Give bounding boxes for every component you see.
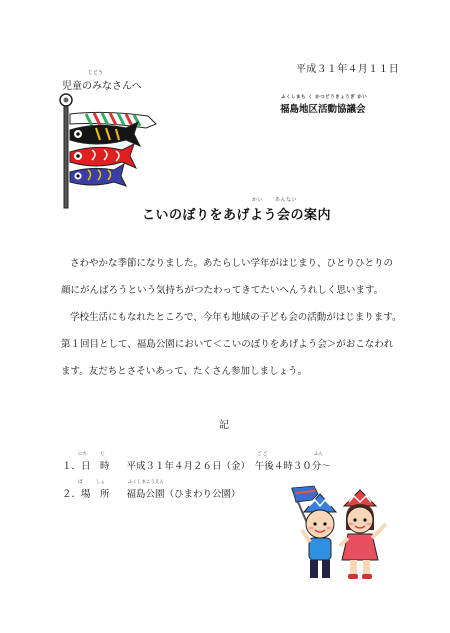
title-ruby-kai: かい — [252, 197, 264, 203]
recipient: 児童のみなさんへ — [62, 81, 142, 92]
park-ruby: ふくしまこうえん — [128, 480, 164, 485]
children-illustration — [282, 482, 400, 586]
sender-ruby: ふくしまち く かつどうきょうぎ かい — [281, 95, 368, 100]
place-value: 福島公園（ひまわり公園） — [126, 489, 241, 500]
gogo-ruby: ご ご — [257, 452, 268, 457]
detail-date — [62, 452, 331, 472]
body-line-5: ます。友だちとさそいあって、たくさん参加しましょう。 — [61, 366, 307, 377]
title-ruby-annai: あんない — [275, 197, 298, 203]
place-label: ２．場 所 — [62, 489, 110, 500]
issue-date: 平成３１年４月１１日 — [296, 64, 399, 75]
date-value: 平成３１年４月２６日（金） 午後４時３０分～ — [126, 461, 331, 472]
detail-place — [62, 480, 241, 500]
fun-ruby: ふん — [314, 452, 323, 457]
date-label: １．日 時 — [62, 461, 110, 472]
body-line-3: 学校生活にもなれたところで、今年も地域の子ども会の活動がはじまります。 — [70, 312, 402, 323]
body-line-1: さわやかな季節になりました。あたらしい学年がはじまり、ひとりひとりの — [70, 258, 394, 269]
document-title — [142, 197, 332, 223]
sender-line — [280, 95, 368, 115]
date-label-ruby: にち じ — [78, 452, 105, 457]
notice-heading: 記 — [219, 420, 229, 431]
body-line-2: 顔にがんばろうという気持ちがつたわってきてたいへんうれしく思います。 — [61, 285, 384, 296]
koinobori-illustration — [56, 88, 168, 210]
title-text: こいのぼりをあげよう会の案内 — [142, 208, 332, 223]
sender: 福島地区活動協議会 — [280, 104, 366, 115]
body-line-4: 第１回目として、福島公園において＜こいのぼりをあげよう会＞がおこなわれ — [61, 339, 394, 350]
recipient-ruby: じどう — [88, 70, 104, 76]
place-label-ruby: ば しょ — [78, 480, 105, 485]
